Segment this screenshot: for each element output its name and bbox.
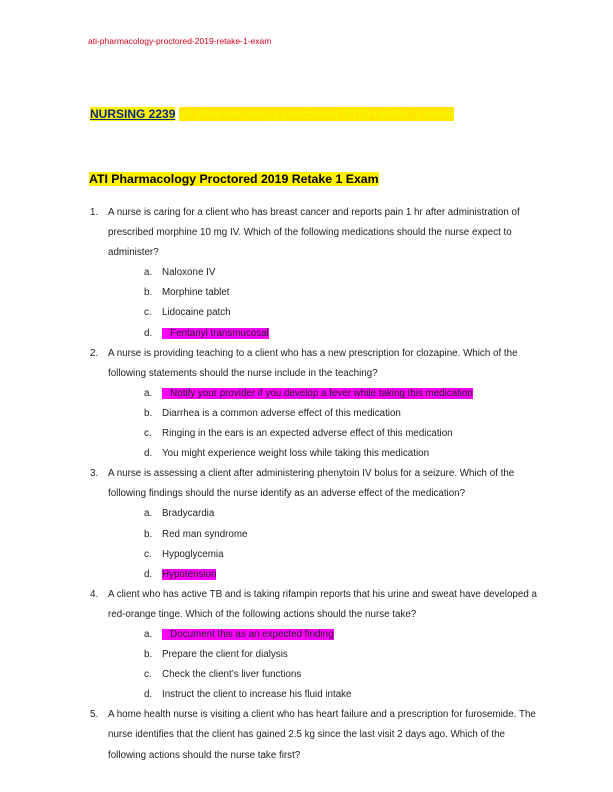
option-text: Morphine tablet [162,287,230,299]
question-4 [90,585,538,706]
option-2d [144,444,538,464]
option-text: Instruct the client to increase his fluid intake [162,689,352,701]
option-letter: b. [144,287,153,299]
highlighted-answer [162,629,334,640]
question-number: 1. [90,207,99,218]
option-text: Naloxone IV [162,267,216,279]
question-1 [90,203,538,344]
exam-title: ATI Pharmacology Proctored 2019 Retake 1 Exam [89,172,379,186]
option-text: Hypotension [162,568,217,580]
question-number: 5. [90,709,99,721]
question-list [90,203,538,766]
option-text: Lidocaine patch [162,307,231,319]
course-code-link[interactable]: NURSING 2239 [90,107,176,121]
option-letter: a. [144,387,153,399]
question-text: A nurse is providing teaching to a client who has a new prescription for clozapine. Which of the following statements should the nurse include in the teaching? [108,347,518,379]
option-letter: c. [144,428,152,440]
question-text: A nurse is caring for a client who has breast cancer and reports pain 1 hr after administration of prescribed morphine 10 mg IV. Which of the following medications should the nurse expect to administer? [108,207,520,259]
option-list [108,384,538,464]
option-4d [144,685,538,705]
highlighted-answer [162,569,216,580]
option-letter: d. [144,327,153,339]
option-4a-answer [144,625,538,645]
course-slug: ati-pharmacology-proctored-2019-retake-1-exam [178,107,455,121]
question-number: 4. [90,588,99,600]
question-text: A client who has active TB and is taking rifampin reports that his urine and sweat have developed a red-orange tinge. Which of the following actions should the nurse take? [108,588,537,620]
option-text: Notify your provider if you develop a fever while taking this medication [170,387,473,399]
course-heading [90,107,454,121]
option-letter: a. [144,267,153,279]
option-1c [144,303,538,323]
running-header: ati-pharmacology-proctored-2019-retake-1-exam [88,36,272,46]
option-1d-answer [144,324,538,344]
option-2b [144,404,538,424]
option-text: Bradycardia [162,508,215,520]
option-list [108,625,538,705]
option-4c [144,665,538,685]
option-letter: b. [144,528,153,540]
option-list [108,263,538,343]
option-letter: a. [144,628,153,640]
option-letter: d. [144,689,153,701]
option-3a [144,504,538,524]
option-1a [144,263,538,283]
option-letter: a. [144,508,153,520]
highlighted-answer [162,388,473,399]
option-letter: b. [144,407,153,419]
option-letter: c. [144,669,152,681]
option-text: Diarrhea is a common adverse effect of this medication [162,407,401,419]
question-3 [90,464,538,585]
option-2c [144,424,538,444]
option-text: Fentanyl transmucosal [170,327,269,339]
option-text: You might experience weight loss while taking this medication [162,448,430,460]
option-1b [144,283,538,303]
option-text: Check the client’s liver functions [162,669,302,681]
option-4b [144,645,538,665]
question-5 [90,705,538,765]
highlighted-answer [162,328,269,339]
question-number: 2. [90,347,99,359]
option-letter: c. [144,307,152,319]
option-3b [144,525,538,545]
option-list [108,504,538,584]
option-letter: d. [144,568,153,580]
option-2a-answer [144,384,538,404]
option-3c [144,545,538,565]
option-letter: d. [144,448,153,460]
option-letter: b. [144,649,153,661]
option-text: Document this as an expected finding [170,628,334,640]
option-text: Prepare the client for dialysis [162,649,288,661]
question-text: A nurse is assessing a client after administering phenytoin IV bolus for a seizure. Which of the following findings should the nurse identify as an adverse effect of the medication? [108,468,515,500]
option-text: Red man syndrome [162,528,248,540]
option-text: Hypoglycemia [162,548,224,560]
question-text: A home health nurse is visiting a client who has heart failure and a prescription for furosemide. The nurse identifies that the client has gained 2.5 kg since the last visit 2 days ago. Which of the following actions should the nurse take first? [108,709,536,761]
option-3d-answer [144,565,538,585]
question-2 [90,344,538,465]
option-text: Ringing in the ears is an expected adverse effect of this medication [162,428,453,440]
question-number: 3. [90,468,99,480]
option-letter: c. [144,548,152,560]
